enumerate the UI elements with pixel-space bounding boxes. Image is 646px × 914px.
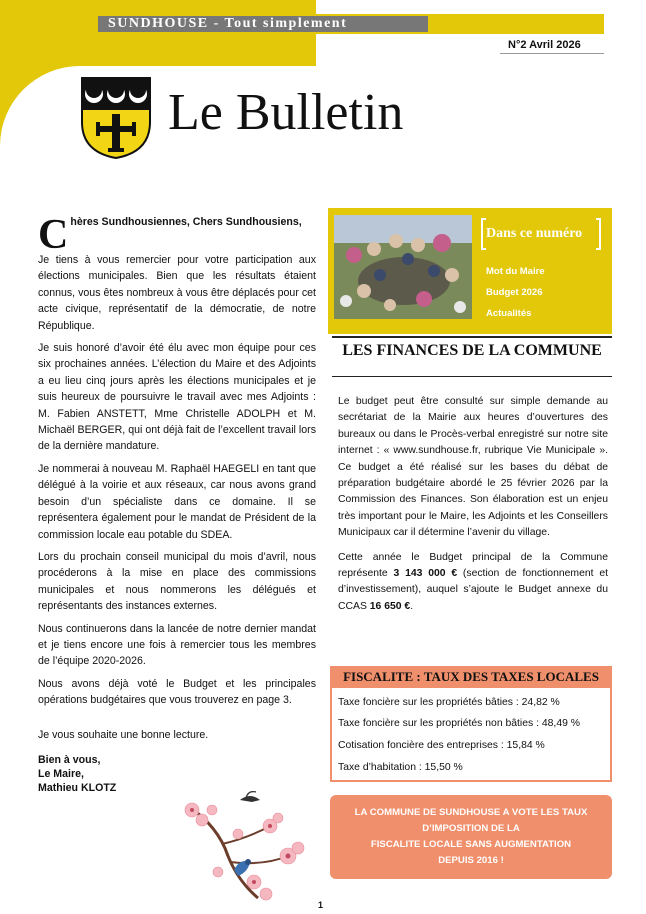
issue-underline <box>500 53 604 54</box>
letter-closing: Je vous souhaite une bonne lecture. <box>38 728 209 741</box>
finances-paragraph <box>338 550 608 616</box>
letter-paragraph: Nous continuerons dans la lancée de notre dernier mandat et je tiens encore une fois à remercier tous les membres de l’équipe 2020-2026. <box>38 622 316 668</box>
budget-amount: 3 143 000 € <box>393 568 458 580</box>
issue-number: N°2 Avril 2026 <box>508 39 581 51</box>
finances-text-part: (section de fonctionnement et d’investissement), auquel s’ajoute le Budget annexe du CCAS <box>338 568 608 612</box>
summary-item: Actualités <box>486 308 532 319</box>
finances-text <box>338 394 608 623</box>
mayor-letter <box>38 214 316 795</box>
tax-row: Cotisation foncière des entreprises : 15,84 % <box>338 740 545 751</box>
finances-title: LES FINANCES DE LA COMMUNE <box>342 342 602 359</box>
letter-paragraph: Je tiens à vous remercier pour votre participation aux élections municipales. Bien que les résultats étaient connus, vous êtes nombreux à vous être déplacés pour cet acte civique, représentatif de la démocratie, de notre République. <box>38 254 316 332</box>
blossom-bird-illustration <box>178 786 318 904</box>
finances-paragraph: Le budget peut être consulté sur simple demande au secrétariat de la Mairie aux heures d’ouvertures des bureaux ou dans le Procès-verbal enregistré sur notre site internet : « www.sundhouse.fr, rubrique Vie Municipale ». Ce budget a été réalisé sur les bases du débat de préparation budgétaire abordé le 25 février 2026 par la Commission des Finances. Son élaboration est un enjeu très important pour le Maire, les Adjoints et les Conseillers Municipaux car il détermine l’avenir du village. <box>338 396 608 539</box>
drop-cap: C <box>38 212 69 258</box>
finances-text-part: Cette année le Budget principal de la Commune représente <box>338 551 608 580</box>
finances-rule-top <box>332 336 612 338</box>
letter-paragraph: Je suis honoré d’avoir été élu avec mon équipe pour ces six prochaines années. L’élection du Maire et des Adjoints a eu lieu cinq jours après les élections municipales et je suis heureux de poursuivre le travail avec mes Adjoints : M. Fabien ANSTETT, Mme Christelle ADOLPH et M. Michaël BERGER, qui ont déjà fait de l’excellent travail lors de la dernière mandature. <box>38 342 316 453</box>
summary-heading: Dans ce numéro <box>486 226 583 241</box>
tax-row: Taxe d’habitation : 15,50 % <box>338 762 463 773</box>
salutation: hères Sundhousiennes, Chers Sundhousiens, <box>70 216 302 228</box>
coat-of-arms-icon <box>80 76 152 160</box>
notice-line: LA COMMUNE DE SUNDHOUSE A VOTE LES TAUX <box>354 807 588 818</box>
tax-row: Taxe foncière sur les propriétés bâties : 24,82 % <box>338 697 560 708</box>
signature-name: Mathieu KLOTZ <box>38 781 117 794</box>
notice-text <box>336 805 606 869</box>
group-photo <box>334 215 472 319</box>
summary-item: Budget 2026 <box>486 287 543 298</box>
notice-line: D’IMPOSITION DE LA <box>422 823 520 834</box>
letter-paragraph: Je nommerai à nouveau M. Raphaël HAEGELI en tant que délégué à la voirie et aux réseaux, car nous avons grand besoin d’un spécialiste dans ce domaine. Il se représentera également pour le mandat de Président de la commission locale eau potable du SDEA. <box>38 462 316 541</box>
page-title: Le Bulletin <box>168 84 404 141</box>
top-banner-text: SUNDHOUSE - Tout simplement <box>108 16 348 31</box>
ccas-amount: 16 650 € <box>369 600 411 612</box>
signature-line: Le Maire, <box>38 767 84 780</box>
notice-line: FISCALITE LOCALE SANS AUGMENTATION <box>370 839 572 850</box>
signature-line: Bien à vous, <box>38 753 101 766</box>
tax-row: Taxe foncière sur les propriétés non bâties : 48,49 % <box>338 718 581 729</box>
letter-paragraph: Lors du prochain conseil municipal du mois d’avril, nous procéderons à la mise en place des commissions municipales et nous nommerons les délégués et représentants des instances externes. <box>38 550 316 613</box>
notice-line: DEPUIS 2016 ! <box>438 855 504 866</box>
finances-text-part: . <box>410 600 414 612</box>
finances-rule-bottom <box>332 376 612 377</box>
tax-title: FISCALITE : TAUX DES TAXES LOCALES <box>343 669 599 684</box>
letter-paragraph: Nous avons déjà voté le Budget et les principales opérations budgétaires que vous trouverez en page 3. <box>38 677 316 707</box>
summary-item: Mot du Maire <box>486 266 545 277</box>
page-number: 1 <box>318 900 324 910</box>
